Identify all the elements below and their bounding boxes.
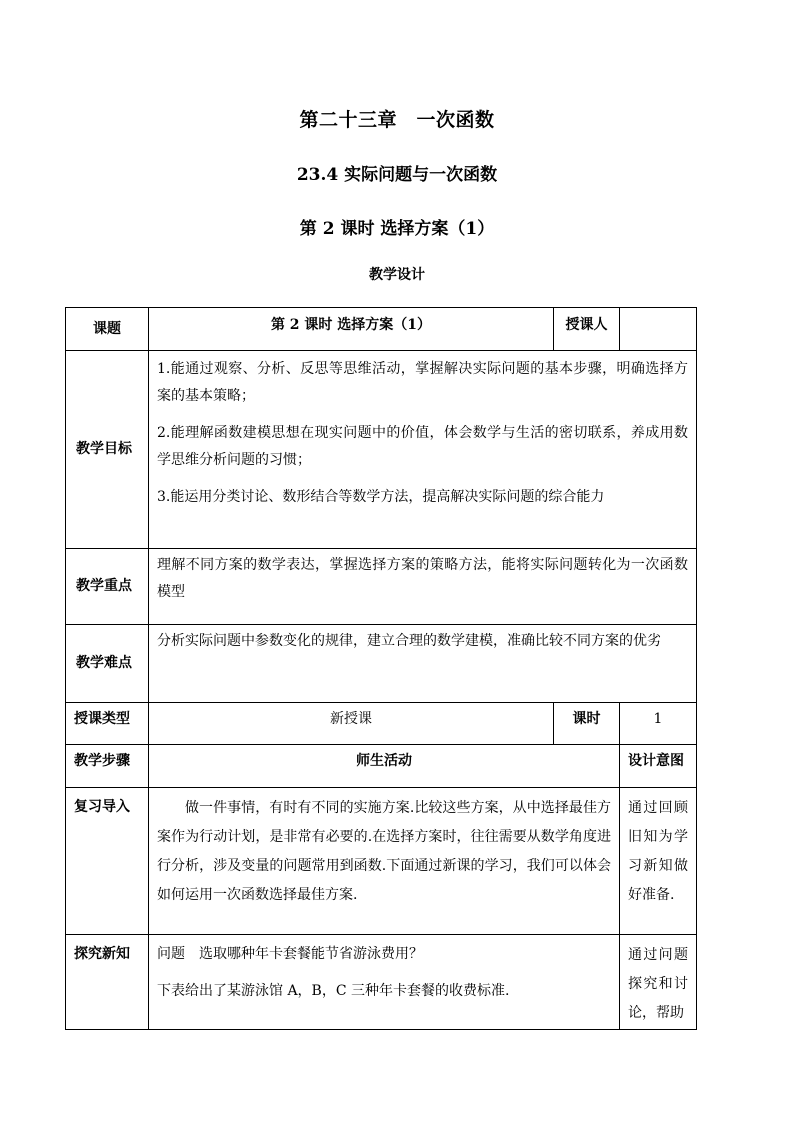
review-intent: 通过回顾旧知为学习新知做好准备.	[620, 788, 697, 935]
difficulties-row	[66, 625, 697, 703]
lesson-type-label: 授课类型	[66, 703, 149, 745]
steps-header-step: 教学步骤	[66, 745, 149, 788]
explore-row	[66, 935, 697, 1030]
document-label: 教学设计	[369, 267, 425, 283]
chapter-title: 第二十三章 一次函数	[299, 109, 495, 131]
explore-label: 探究新知	[66, 935, 149, 1030]
key-points-row	[66, 549, 697, 625]
objective-item: 3.能运用分类讨论、数形结合等数学方法，提高解决实际问题的综合能力	[157, 489, 605, 505]
steps-header-row	[66, 745, 697, 788]
hours-value: 1	[620, 703, 697, 745]
objectives-content	[149, 351, 697, 549]
steps-header-intent: 设计意图	[620, 745, 697, 788]
objective-item: 2.能理解函数建模思想在现实问题中的价值，体会数学与生活的密切联系，养成用数学思维分析问题的习惯；	[157, 425, 688, 468]
difficulties-label: 教学难点	[66, 625, 149, 703]
objectives-label: 教学目标	[66, 351, 149, 549]
lesson-title: 第 2 课时 选择方案（1）	[299, 219, 495, 239]
review-activity: 做一件事情，有时有不同的实施方案.比较这些方案，从中选择最佳方案作为行动计划，是非常有必要的.在选择方案时，往往需要从数学角度进行分析，涉及变量的问题常用到函数.下面通过新课的学习，我们可以体会如何运用一次函数选择最佳方案.	[149, 788, 620, 935]
explore-question: 问题 选取哪种年卡套餐能节省游泳费用？	[157, 946, 423, 962]
topic-value: 第 2 课时 选择方案（1）	[149, 308, 554, 351]
difficulties-value: 分析实际问题中参数变化的规律，建立合理的数学建模，准确比较不同方案的优劣	[149, 625, 697, 703]
explore-activity	[149, 935, 620, 1030]
teacher-label: 授课人	[554, 308, 620, 351]
topic-label: 课题	[66, 308, 149, 351]
lesson-type-value: 新授课	[149, 703, 554, 745]
explore-text: 下表给出了某游泳馆 A，B，C 三种年卡套餐的收费标准.	[157, 983, 510, 999]
teaching-design-table	[65, 307, 697, 1030]
key-points-value: 理解不同方案的数学表达，掌握选择方案的策略方法，能将实际问题转化为一次函数模型	[149, 549, 697, 625]
explore-intent: 通过问题探究和讨论，帮助	[620, 935, 697, 1030]
teacher-value	[620, 308, 697, 351]
key-points-label: 教学重点	[66, 549, 149, 625]
section-title: 23.4 实际问题与一次函数	[296, 165, 498, 185]
hours-label: 课时	[554, 703, 620, 745]
review-row	[66, 788, 697, 935]
objective-item: 1.能通过观察、分析、反思等思维活动，掌握解决实际问题的基本步骤，明确选择方案的基本策略；	[157, 361, 688, 404]
topic-row	[66, 308, 697, 351]
steps-header-activity: 师生活动	[149, 745, 620, 788]
objectives-row	[66, 351, 697, 549]
review-label: 复习导入	[66, 788, 149, 935]
lesson-type-row	[66, 703, 697, 745]
